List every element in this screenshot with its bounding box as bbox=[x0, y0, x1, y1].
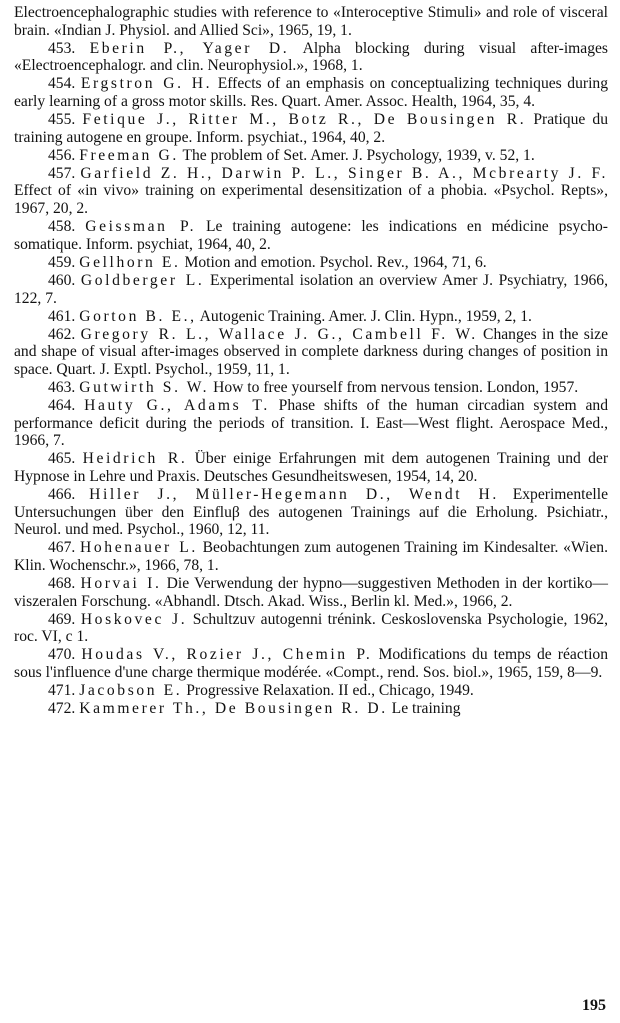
reference-number: 460. bbox=[48, 271, 76, 289]
reference-list bbox=[14, 4, 608, 718]
reference-entry bbox=[14, 611, 608, 646]
reference-text: Progressive Relaxation. II ed., Chicago, 1949. bbox=[186, 682, 474, 700]
reference-authors: Geissman P. bbox=[85, 218, 197, 236]
reference-entry bbox=[14, 40, 608, 75]
reference-number: 470. bbox=[48, 646, 76, 664]
reference-text: Effects of an emphasis on conceptualizing techniques during early learning of a gross motor skills. Res. Quart. Amer. Assoc. Health, 1964, 35, 4. bbox=[14, 75, 609, 110]
reference-authors: Garfield Z. H., Darwin P. L., Singer B. A., Mcbrearty J. F. bbox=[80, 164, 608, 182]
reference-number: 453. bbox=[48, 39, 76, 57]
reference-text: Pratique du training autogene en groupe. Inform. psychiat., 1964, 40, 2. bbox=[14, 111, 609, 146]
reference-entry bbox=[14, 682, 608, 700]
reference-entry bbox=[14, 111, 608, 146]
reference-entry bbox=[14, 379, 608, 397]
reference-entry bbox=[14, 272, 608, 307]
reference-text: Electroencephalographic studies with reference to «Interoceptive Stimuli» and role of visceral brain. «Indian J. Physiol. and Allied Sci», 1965, 19, 1. bbox=[14, 4, 608, 39]
reference-entry bbox=[14, 326, 608, 379]
reference-number: 462. bbox=[48, 325, 76, 343]
reference-number: 464. bbox=[48, 397, 76, 415]
reference-authors: Hauty G., Adams T. bbox=[84, 397, 270, 415]
reference-number: 457. bbox=[48, 164, 76, 182]
reference-number: 455. bbox=[48, 111, 76, 129]
reference-authors: Gellhorn E. bbox=[79, 253, 181, 271]
reference-number: 461. bbox=[48, 307, 76, 325]
reference-entry bbox=[14, 218, 608, 253]
reference-authors: Gorton B. E., bbox=[79, 307, 197, 325]
reference-text: Experimentelle Untersuchungen über den Einfluβ des autogenen Trainings auf die Erholung. Psichiatr., Neurol. und med. Psychol., 1960, 12, 11. bbox=[14, 486, 608, 539]
reference-number: 463. bbox=[48, 378, 76, 396]
reference-entry bbox=[14, 646, 608, 681]
reference-number: 459. bbox=[48, 253, 76, 271]
reference-text: Schultzuv autogenni trénink. Ceskoslovenska Psychologie, 1962, roc. VI, c 1. bbox=[14, 610, 608, 646]
reference-entry bbox=[14, 75, 608, 110]
reference-text: Le training autogene: les indications en médicine psycho-somatique. Inform. psychiat, 1964, 40, 2. bbox=[14, 218, 608, 253]
reference-authors: Heidrich R. bbox=[82, 450, 188, 468]
reference-authors: Hohenauer L. bbox=[80, 539, 198, 557]
reference-text: The problem of Set. Amer. J. Psychology, 1939, v. 52, 1. bbox=[182, 146, 535, 164]
reference-entry bbox=[14, 147, 608, 165]
reference-text: Phase shifts of the human circadian system and performance deficit during the periods of transition. I. East—West flight. Aerospace Med., 1966, 7. bbox=[14, 397, 608, 450]
reference-authors: Freeman G. bbox=[79, 146, 179, 164]
reference-authors: Fetique J., Ritter M., Botz R., De Bousingen R. bbox=[82, 111, 527, 129]
reference-authors: Houdas V., Rozier J., Chemin P. bbox=[81, 646, 373, 664]
reference-text: Motion and emotion. Psychol. Rev., 1964, 71, 6. bbox=[184, 253, 487, 271]
reference-number: 468. bbox=[48, 575, 76, 592]
reference-entry bbox=[14, 700, 608, 718]
reference-text: Changes in the size and shape of visual after-images observed in complete darkness during changes of position in space. Quart. J. Exptl. Psychol., 1959, 11, 1. bbox=[14, 325, 608, 378]
reference-text: Le training bbox=[391, 700, 461, 718]
reference-entry bbox=[14, 254, 608, 272]
reference-authors: Hoskovec J. bbox=[80, 610, 188, 628]
reference-text: Die Verwendung der hypno—suggestiven Methoden in der kortiko—viszeralen Forschung. «Abhandl. Dtsch. Akad. Wiss., Berlin kl. Med.», 1966, 2. bbox=[14, 575, 608, 610]
reference-number: 465. bbox=[48, 450, 76, 468]
reference-number: 456. bbox=[48, 146, 76, 164]
reference-text: How to free yourself from nervous tension. London, 1957. bbox=[213, 378, 579, 396]
reference-entry bbox=[14, 486, 608, 539]
reference-authors: Gutwirth S. W. bbox=[79, 378, 210, 396]
reference-authors: Eberin P., Yager D. bbox=[89, 39, 290, 57]
reference-number: 472. bbox=[48, 700, 76, 718]
reference-text: Autogenic Training. Amer. J. Clin. Hypn., 1959, 2, 1. bbox=[199, 307, 532, 325]
reference-number: 458. bbox=[48, 218, 76, 236]
reference-text: Beobachtungen zum autogenen Training im Kindesalter. «Wien. Klin. Wochenschr.», 1966, 78, 1. bbox=[14, 539, 609, 574]
reference-number: 471. bbox=[48, 682, 76, 700]
reference-entry bbox=[14, 308, 608, 326]
reference-entry bbox=[14, 575, 608, 610]
reference-entry bbox=[14, 539, 608, 574]
reference-number: 467. bbox=[48, 539, 76, 557]
reference-text: Über einige Erfahrungen mit dem autogenen Training und der Hypnose in Lehre und Praxis. Deutsches Gesundheitswesen, 1954, 14, 20. bbox=[14, 450, 609, 485]
reference-text: Effect of «in vivo» training on experimental desensitization of a phobia. «Psychol. Repts», 1967, 20, 2. bbox=[14, 182, 608, 218]
reference-text: Modifications du temps de réaction sous l'influence d'une charge thermique modérée. «Compt., rend. Sos. biol.», 1965, 159, 8—9. bbox=[14, 646, 609, 681]
reference-authors: Ergstron G. H. bbox=[80, 75, 213, 93]
reference-number: 469. bbox=[48, 610, 76, 628]
reference-text: Experimental isolation an overview Amer J. Psychiatry, 1966, 122, 7. bbox=[14, 271, 608, 307]
reference-entry bbox=[14, 450, 608, 485]
page-number: 195 bbox=[582, 997, 606, 1014]
reference-authors: Goldberger L. bbox=[80, 271, 205, 289]
reference-entry bbox=[14, 397, 608, 450]
reference-authors: Horvai I. bbox=[80, 575, 162, 592]
reference-authors: Hiller J., Müller-Hegemann D., Wendt H. bbox=[89, 486, 499, 504]
reference-authors: Kammerer Th., De Bousingen R. D. bbox=[79, 700, 388, 718]
reference-number: 466. bbox=[48, 486, 76, 504]
reference-authors: Jacobson E. bbox=[79, 682, 183, 700]
reference-text: Alpha blocking during visual after-images «Electroencephalogr. and clin. Neurophysiol.», 1968, 1. bbox=[14, 39, 608, 75]
reference-number: 454. bbox=[48, 75, 76, 93]
reference-entry bbox=[14, 4, 608, 39]
reference-entry bbox=[14, 165, 608, 218]
reference-authors: Gregory R. L., Wallace J. G., Cambell F. W. bbox=[80, 325, 478, 343]
